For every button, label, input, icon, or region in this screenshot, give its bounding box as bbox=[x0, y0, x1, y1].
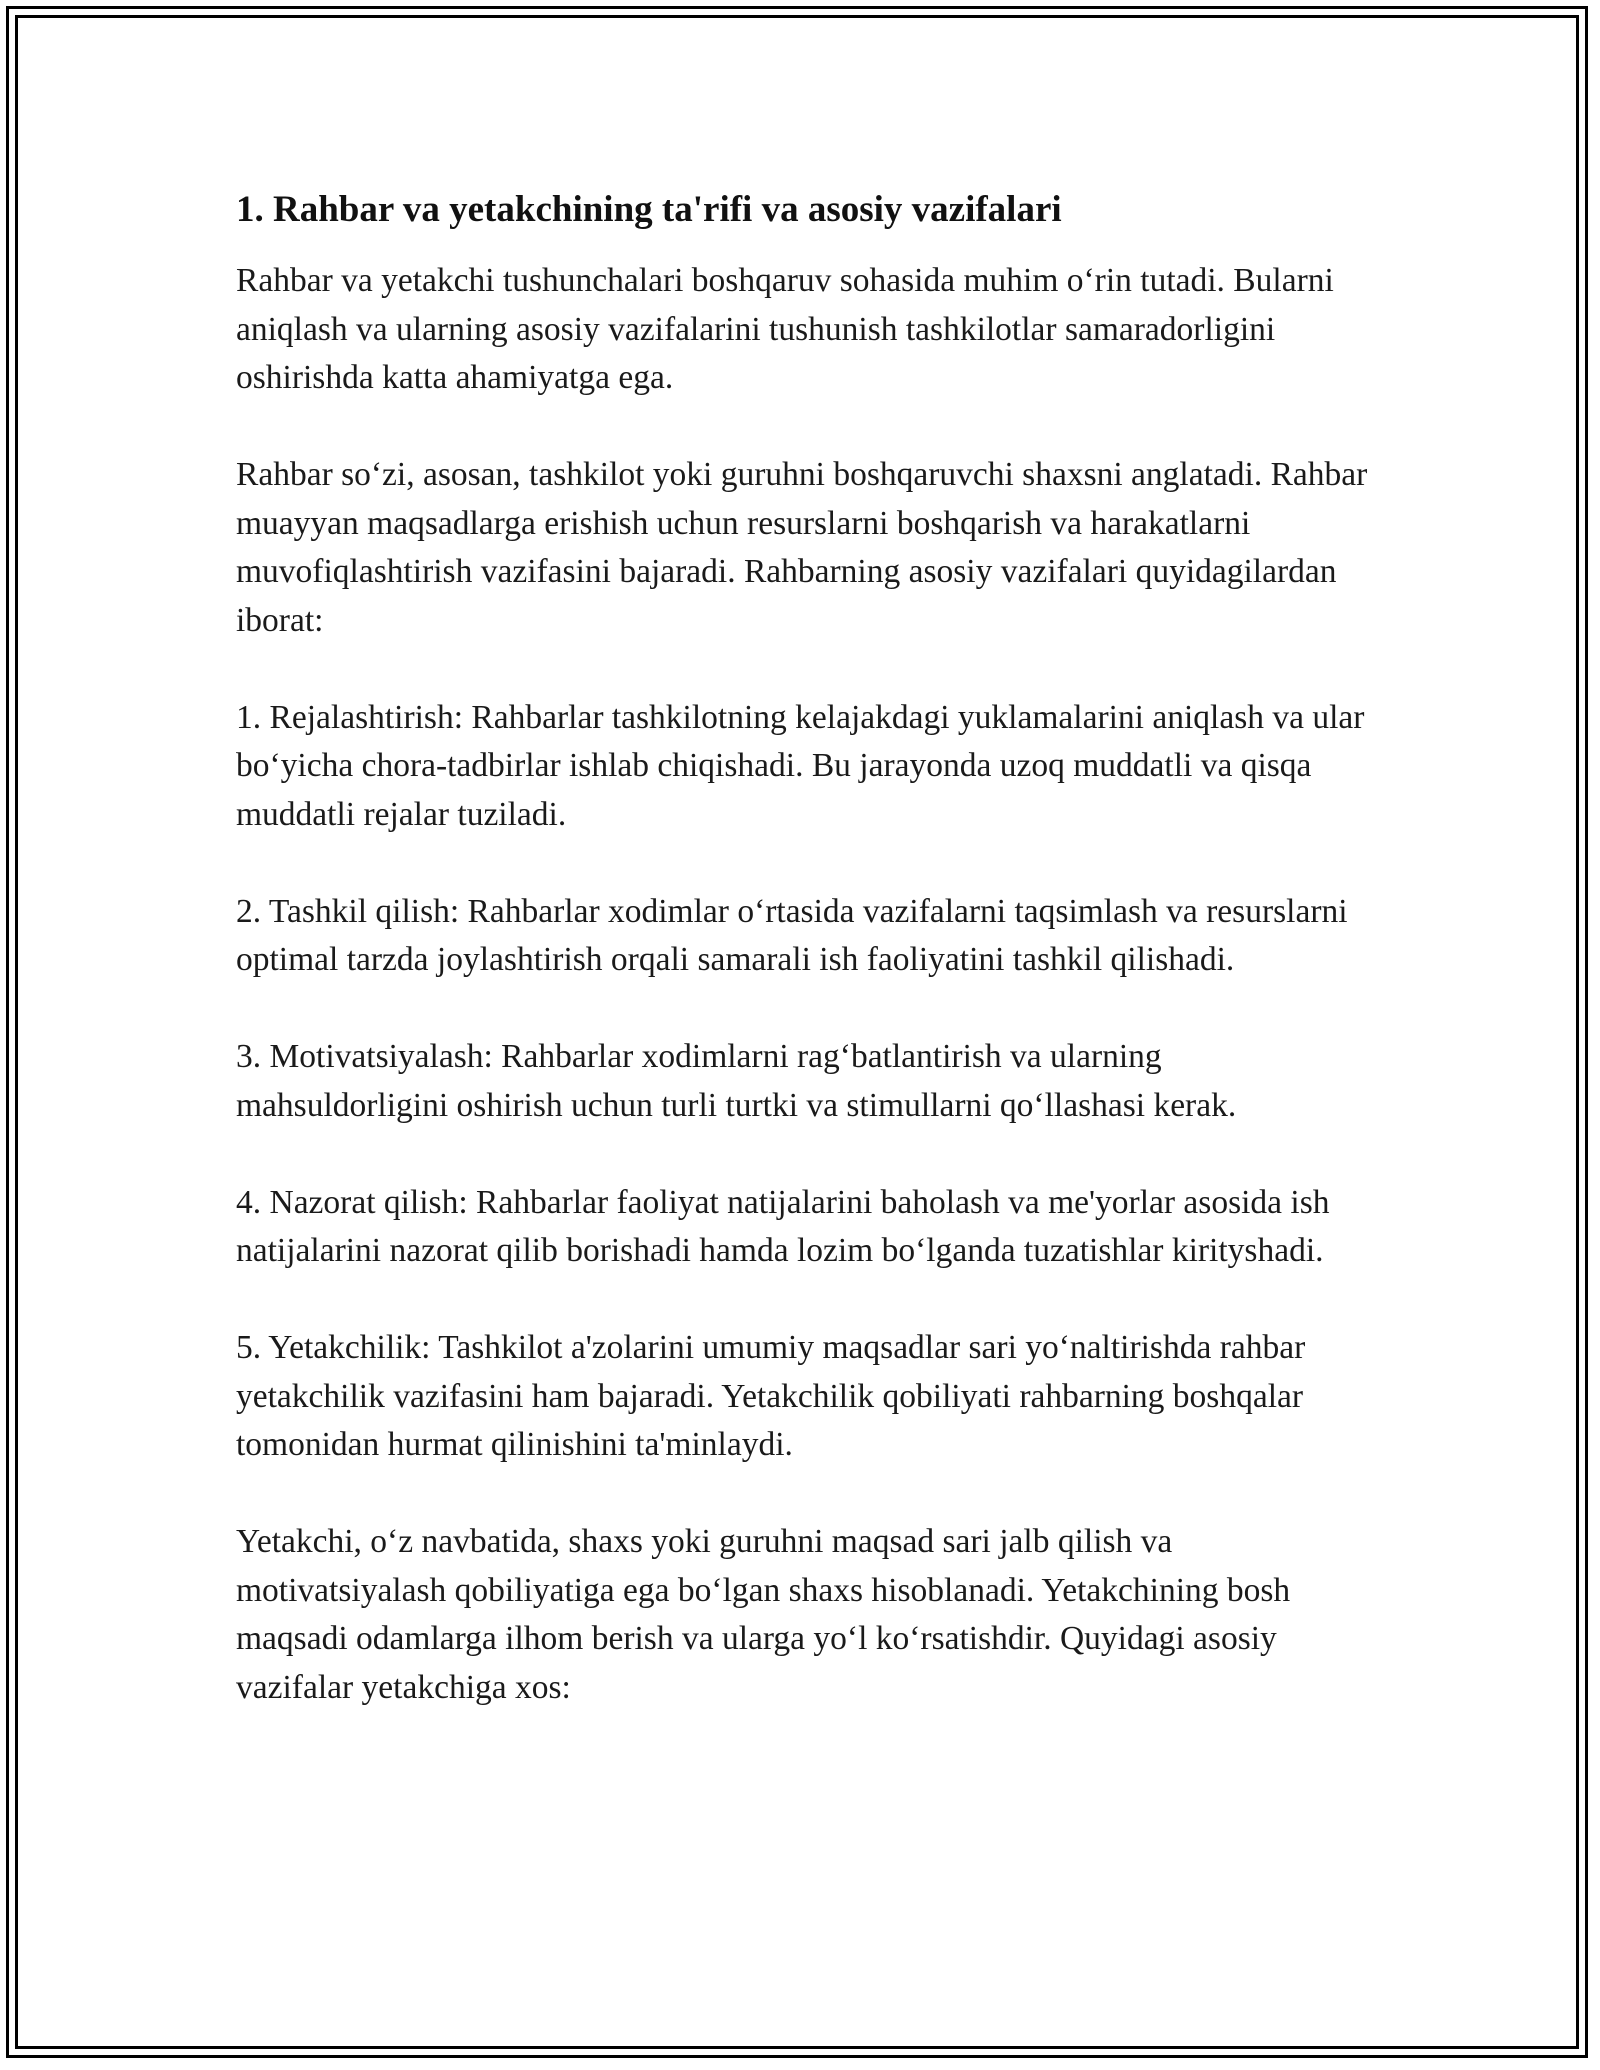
section-heading: 1. Rahbar va yetakchining ta'rifi va asosiy vazifalari bbox=[236, 189, 1062, 230]
list-item-yetakchilik: 5. Yetakchilik: Tashkilot a'zolarini umumiy maqsadlar sari yo‘naltirishda rahbar yetakchilik vazifasini ham bajaradi. Yetakchilik qobiliyati rahbarning boshqalar tomonidan hurmat qilinishini ta'minlaydi. bbox=[236, 1329, 1306, 1463]
list-item-rejalashtirish: 1. Rejalashtirish: Rahbarlar tashkilotning kelajakdagi yuklamalarini aniqlash va ular bo‘yicha chora-tadbirlar ishlab chiqishadi. Bu jarayonda uzoq muddatli va qisqa muddatli rejalar tuziladi. bbox=[236, 698, 1365, 833]
document-body bbox=[236, 186, 1376, 1761]
list-item-tashkil-qilish: 2. Tashkil qilish: Rahbarlar xodimlar o‘rtasida vazifalarni taqsimlash va resurslarni optimal tarzda joylashtirish orqali samarali ish faoliyatini tashkil qilishadi. bbox=[236, 892, 1348, 978]
paragraph-rahbar-definition: Rahbar so‘zi, asosan, tashkilot yoki guruhni boshqaruvchi shaxsni anglatadi. Rahbar muayyan maqsadlarga erishish uchun resurslarni boshqarish va harakatlarni muvofiqlashtirish vazifasini bajaradi. Rahbarning asosiy vazifalari quyidagilardan iborat: bbox=[236, 456, 1368, 639]
paragraph-yetakchi-definition: Yetakchi, o‘z navbatida, shaxs yoki guruhni maqsad sari jalb qilish va motivatsiyalash qobiliyatiga ega bo‘lgan shaxs hisoblanadi. Yetakchining bosh maqsadi odamlarga ilhom berish va ularga yo‘l ko‘rsatishdir. Quyidagi asosiy vazifalar yetakchiga xos: bbox=[236, 1523, 1291, 1706]
list-item-motivatsiyalash: 3. Motivatsiyalash: Rahbarlar xodimlarni rag‘batlantirish va ularning mahsuldorligini oshirish uchun turli turtki va stimullarni qo‘llashasi kerak. bbox=[236, 1038, 1237, 1124]
paragraph-intro: Rahbar va yetakchi tushunchalari boshqaruv sohasida muhim o‘rin tutadi. Bularni aniqlash va ularning asosiy vazifalarini tushunish tashkilotlar samaradorligini oshirishda katta ahamiyatga ega. bbox=[236, 262, 1334, 396]
list-item-nazorat-qilish: 4. Nazorat qilish: Rahbarlar faoliyat natijalarini baholash va me'yorlar asosida ish natijalarini nazorat qilib borishadi hamda lozim bo‘lganda tuzatishlar kirityshadi. bbox=[236, 1183, 1330, 1269]
